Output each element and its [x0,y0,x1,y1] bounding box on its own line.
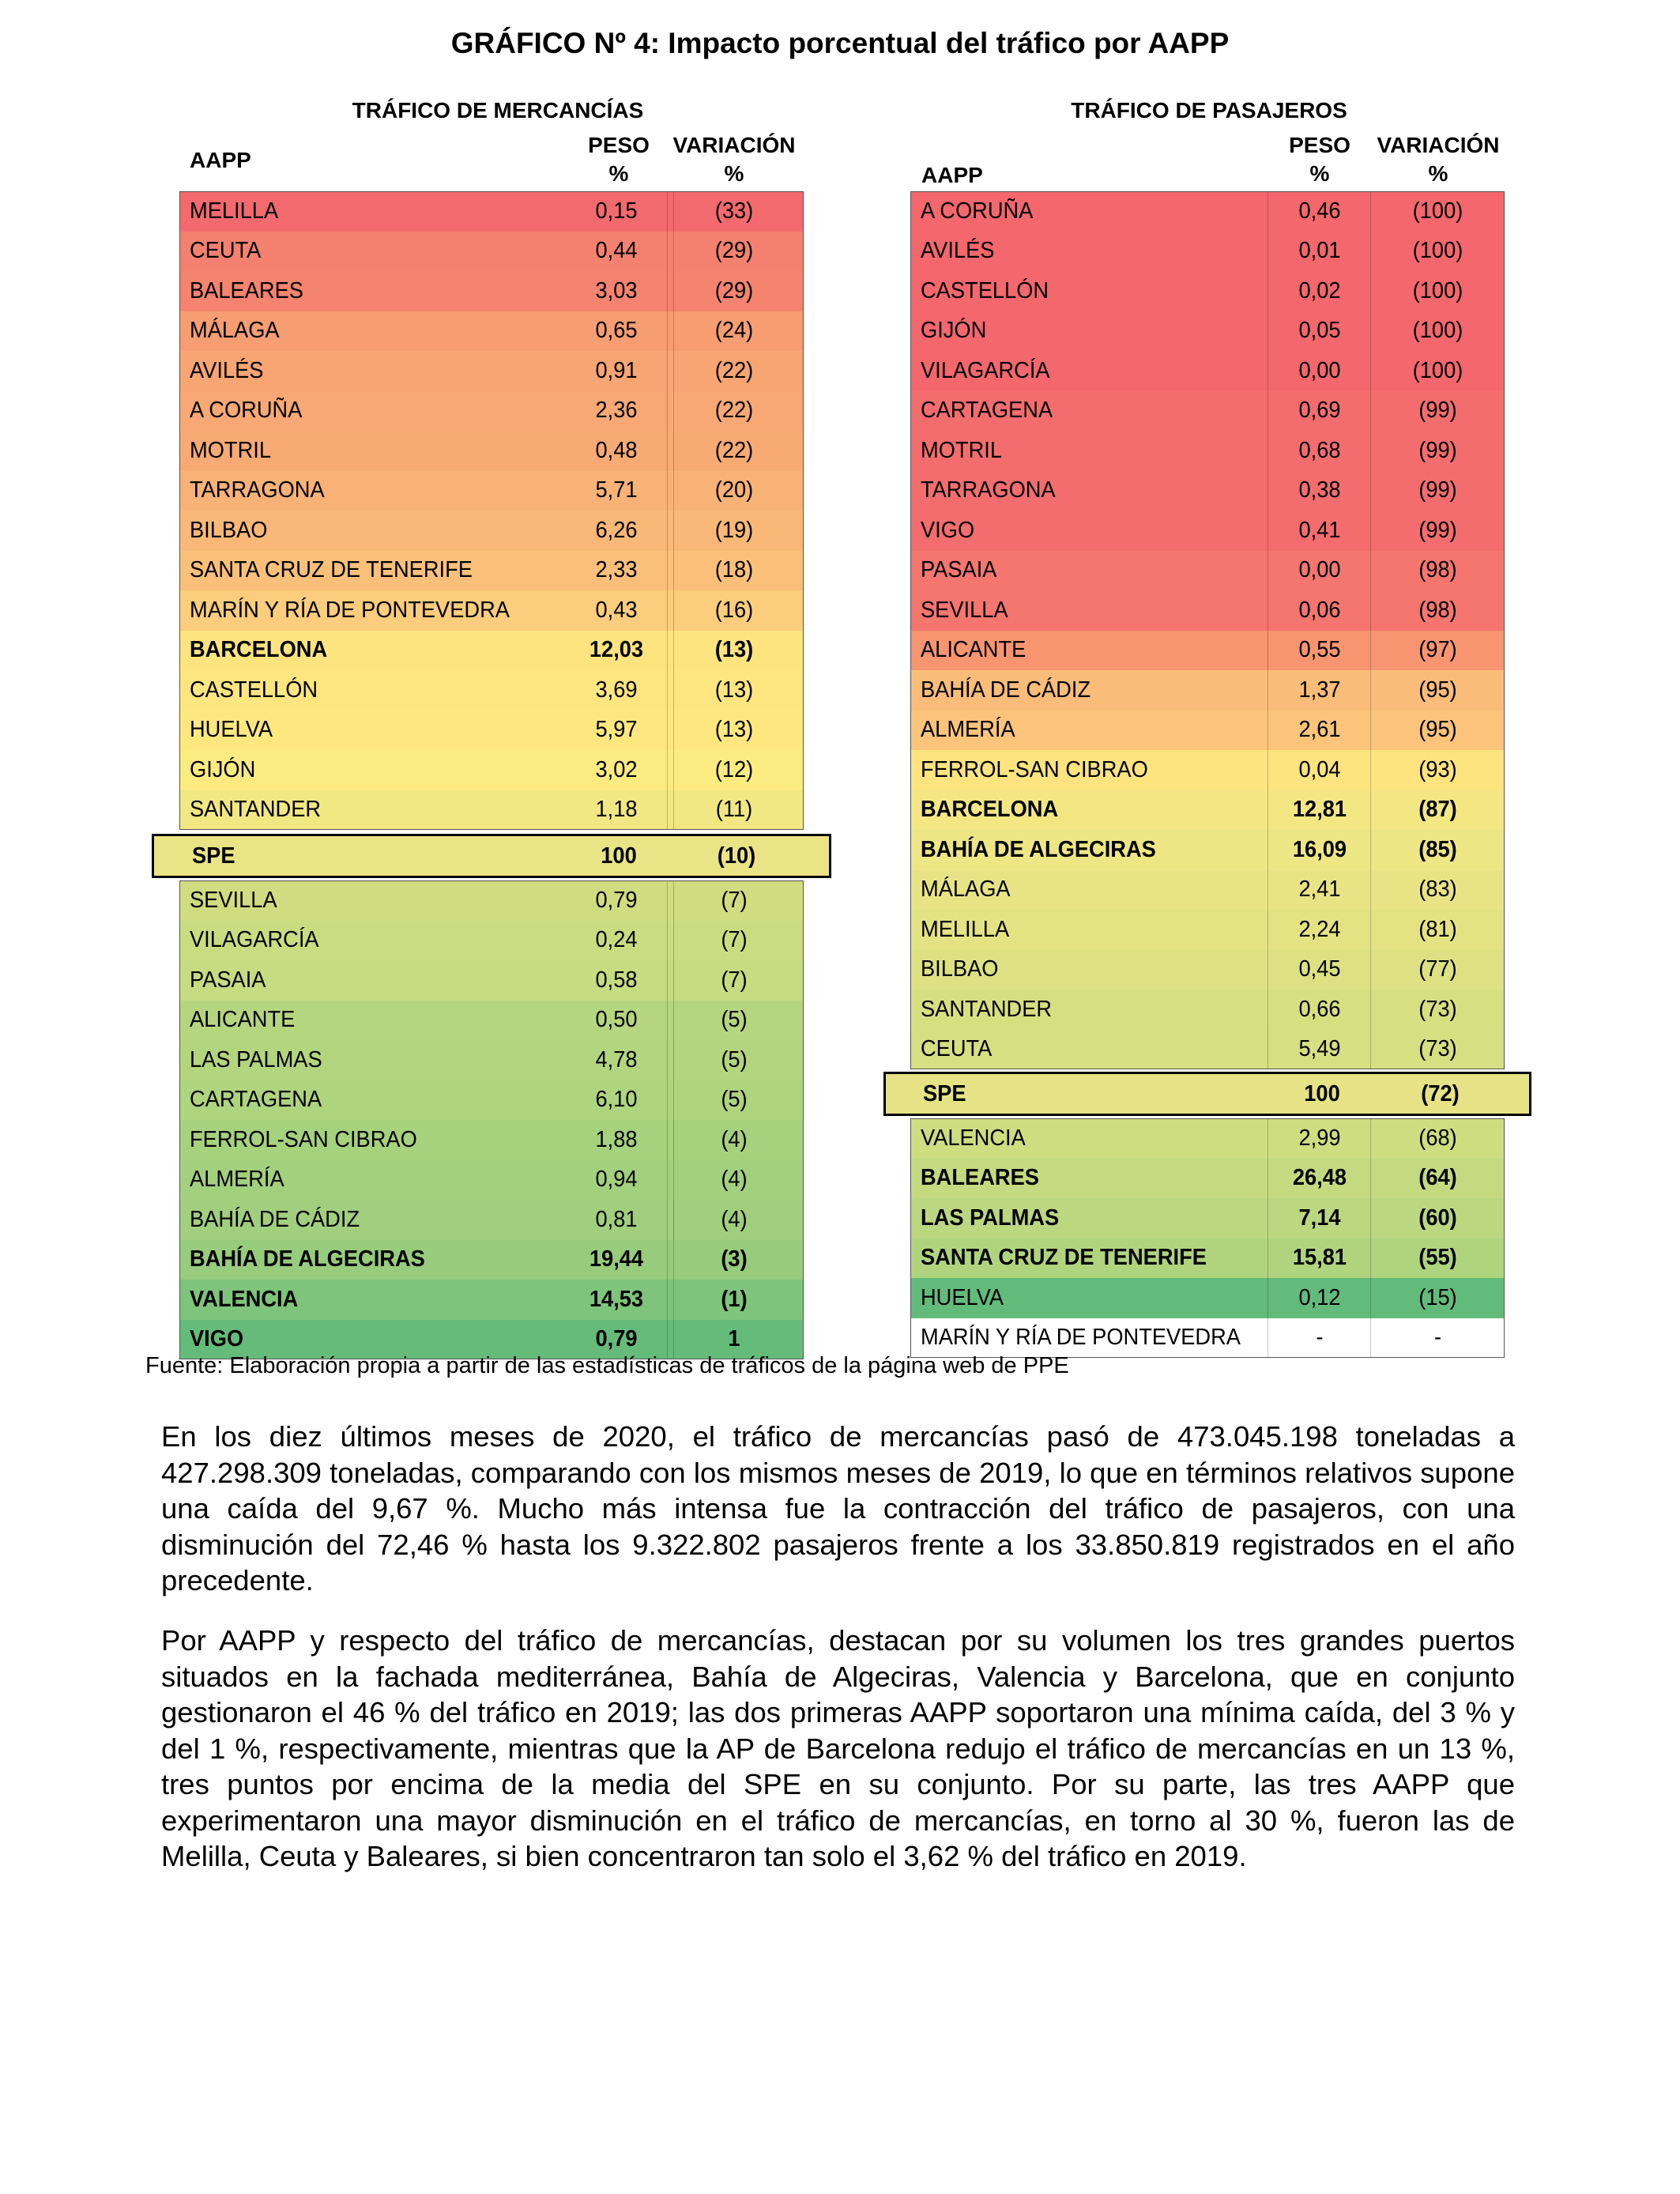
row-peso-value: 0,45 [1298,956,1341,982]
row-aapp-name: TARRAGONA [921,477,1056,503]
row-peso-value: 2,41 [1298,876,1341,903]
table-row [910,232,1505,272]
row-variacion-value: (60) [1418,1204,1457,1231]
row-aapp-name: FERROL-SAN CIBRAO [190,1126,417,1152]
row-aapp-name: MOTRIL [190,437,271,463]
row-aapp-name: CARTAGENA [190,1087,322,1113]
row-aapp-name: ALICANTE [190,1007,296,1033]
row-variacion-value: (24) [714,318,754,344]
source-note: Fuente: Elaboración propia a partir de las estadísticas de tráficos de la página web de PPE [145,1353,1069,1378]
table-row [910,1198,1505,1238]
row-peso-value: 0,79 [595,887,638,913]
row-variacion-value: (73) [1418,1036,1457,1062]
row-aapp-name: AVILÉS [921,238,995,264]
mercancias-col-var-line2: % [724,161,744,186]
row-variacion-value: (55) [1418,1245,1457,1271]
mercancias-col-peso-line1: PESO [588,133,650,157]
row-aapp-name: MARÍN Y RÍA DE PONTEVEDRA [921,1325,1241,1351]
row-aapp-name: A CORUÑA [921,198,1034,224]
table-row [179,921,804,961]
row-aapp-name: CASTELLÓN [921,277,1049,303]
pasajeros-col-aapp: AAPP [921,163,983,187]
table-row [179,750,804,790]
column-divider [667,191,668,830]
row-aapp-name: MARÍN Y RÍA DE PONTEVEDRA [190,597,510,623]
row-aapp-name: SANTA CRUZ DE TENERIFE [921,1245,1207,1271]
row-variacion-value: (13) [714,677,754,703]
row-peso-value: 0,94 [595,1167,638,1193]
row-aapp-name: BALEARES [921,1165,1039,1191]
row-peso-value: 0,69 [1298,398,1341,424]
mercancias-col-peso-line2: % [608,161,629,186]
row-peso-value: 0,55 [1298,637,1341,663]
table-row [179,471,804,511]
row-aapp-name: BAHÍA DE ALGECIRAS [190,1246,425,1272]
table-row [910,351,1505,391]
table-row [910,1159,1505,1199]
table-row [152,834,831,878]
row-variacion-value: 1 [728,1326,740,1352]
table-row [910,1030,1505,1070]
mercancias-caption: TRÁFICO DE MERCANCÍAS [352,98,644,123]
row-peso-value: 2,24 [1298,916,1341,942]
row-aapp-name: SEVILLA [190,887,277,913]
row-variacion-value: (11) [715,797,753,823]
row-peso-value: 12,03 [589,637,644,663]
table-row [910,511,1505,551]
row-peso-value: 5,97 [595,717,638,743]
row-aapp-name: TARRAGONA [190,477,325,503]
row-variacion-value: (97) [1418,637,1457,663]
row-variacion-value: (87) [1418,797,1457,823]
mercancias-col-peso [571,131,666,188]
row-variacion-value: (7) [721,927,748,953]
column-divider [1370,191,1371,1069]
table-row [179,511,804,551]
row-peso-value: 14,53 [589,1286,644,1312]
row-peso-value: 19,44 [589,1246,644,1272]
row-peso-value: 6,10 [595,1087,638,1113]
row-peso-value: 0,81 [595,1206,638,1232]
pasajeros-col-peso-line2: % [1309,161,1330,186]
row-peso-value: 15,81 [1292,1245,1347,1271]
row-aapp-name: VIGO [921,517,975,543]
table-row [179,232,804,272]
row-aapp-name: AVILÉS [190,357,264,383]
row-peso-value: 12,81 [1292,797,1347,823]
table-row [910,870,1505,910]
row-variacion-value: (33) [714,198,754,224]
pasajeros-col-var-line2: % [1428,161,1448,186]
row-variacion-value: (19) [714,517,754,543]
row-variacion-value: (72) [1421,1080,1460,1106]
row-peso-value: 2,33 [595,557,638,583]
row-aapp-name: BILBAO [190,517,268,543]
table-row [179,551,804,591]
row-variacion-value: (1) [721,1286,748,1312]
table-row [179,191,804,232]
row-variacion-value: (100) [1412,198,1463,224]
row-aapp-name: PASAIA [921,557,997,583]
table-row [910,1318,1505,1359]
table-row [179,311,804,352]
row-aapp-name: MELILLA [190,198,279,224]
table-row [910,551,1505,591]
row-variacion-value: (13) [714,717,754,743]
table-row [179,670,804,711]
table-row [910,471,1505,511]
row-variacion-value: (4) [721,1126,748,1152]
row-peso-value: 0,38 [1298,477,1341,503]
row-aapp-name: VALENCIA [921,1125,1026,1151]
column-divider [667,880,668,1359]
row-aapp-name: SPE [923,1080,966,1106]
row-variacion-value: (83) [1418,876,1457,903]
table-row [179,631,804,671]
mercancias-col-variacion [670,131,798,188]
table-row [179,1200,804,1240]
row-peso-value: 3,69 [595,677,638,703]
table-row [910,431,1505,471]
row-variacion-value: (7) [721,887,748,913]
table-row [910,1118,1505,1159]
row-peso-value: 0,50 [595,1007,638,1033]
row-aapp-name: VILAGARCÍA [921,357,1050,383]
row-peso-value: 4,78 [595,1046,638,1072]
table-row [179,1160,804,1201]
table-row [910,1238,1505,1279]
row-aapp-name: VALENCIA [190,1286,299,1312]
row-peso-value: 26,48 [1292,1165,1347,1191]
pasajeros-col-peso-line1: PESO [1289,133,1350,157]
row-variacion-value: (5) [721,1087,748,1113]
row-aapp-name: ALMERÍA [921,717,1015,743]
table-row [179,271,804,311]
row-peso-value: 0,00 [1298,557,1341,583]
row-peso-value: 1,37 [1298,677,1341,703]
row-variacion-value: (29) [714,238,754,264]
row-aapp-name: FERROL-SAN CIBRAO [921,756,1148,782]
row-peso-value: 3,03 [595,277,638,303]
row-aapp-name: BARCELONA [190,637,328,663]
table-row [179,790,804,831]
row-peso-value: 0,02 [1298,277,1341,303]
row-variacion-value: (22) [714,398,754,424]
row-aapp-name: CARTAGENA [921,398,1053,424]
row-aapp-name: MOTRIL [921,437,1002,463]
row-peso-value: 0,91 [595,357,638,383]
pasajeros-col-peso [1272,131,1367,188]
row-variacion-value: (22) [714,437,754,463]
table-row [179,431,804,471]
row-peso-value: 0,06 [1298,597,1341,623]
mercancias-col-var-line1: VARIACIÓN [672,133,796,157]
row-variacion-value: (99) [1418,437,1457,463]
row-peso-value: 1,88 [595,1126,638,1152]
row-aapp-name: BAHÍA DE CÁDIZ [190,1206,360,1232]
table-row [910,1278,1505,1318]
table-row [179,351,804,391]
table-row [910,271,1505,311]
row-variacion-value: (16) [714,597,754,623]
table-row [179,590,804,631]
table-row [910,191,1505,232]
table-row [910,790,1505,831]
row-peso-value: 0,58 [595,967,638,993]
row-variacion-value: (100) [1412,357,1463,383]
row-variacion-value: (12) [714,756,754,782]
row-aapp-name: MÁLAGA [190,318,280,344]
row-variacion-value: (5) [721,1046,748,1072]
pasajeros-col-variacion [1371,131,1505,188]
row-peso-value: 5,49 [1298,1036,1341,1062]
table-row [883,1072,1531,1116]
table-row [179,1040,804,1080]
row-aapp-name: CEUTA [921,1036,993,1062]
row-variacion-value: (5) [721,1007,748,1033]
row-peso-value: 5,71 [595,477,638,503]
row-variacion-value: (99) [1418,517,1457,543]
row-variacion-value: (73) [1418,996,1457,1022]
row-peso-value: 0,41 [1298,517,1341,543]
row-peso-value: 6,26 [595,517,638,543]
row-variacion-value: (13) [714,637,754,663]
row-aapp-name: GIJÓN [921,318,987,344]
row-variacion-value: (77) [1418,956,1457,982]
table-row [910,590,1505,631]
table-row [910,990,1505,1030]
row-peso-value: 0,05 [1298,318,1341,344]
row-aapp-name: SANTANDER [190,797,322,823]
row-peso-value: 2,61 [1298,717,1341,743]
row-peso-value: 100 [1304,1080,1340,1106]
row-variacion-value: (4) [721,1167,748,1193]
row-aapp-name: SEVILLA [921,597,1008,623]
table-row [910,910,1505,950]
pasajeros-col-var-line1: VARIACIÓN [1377,133,1500,157]
paragraph-1: En los diez últimos meses de 2020, el tráfico de mercancías pasó de 473.045.198 toneladas a 427.298.309 toneladas, comparando con los mismos meses de 2019, lo que en términos relativos supone una caída del 9,67 %. Mucho más intensa fue la contracción del tráfico de pasajeros, con una disminución del 72,46 % hasta los 9.322.802 pasajeros frente a los 33.850.819 registrados en el año precedente. [161,1420,1515,1596]
pasajeros-caption: TRÁFICO DE PASAJEROS [1071,98,1347,123]
row-variacion-value: (85) [1418,836,1457,862]
table-row [910,391,1505,432]
row-variacion-value: (93) [1418,756,1457,782]
table-row [179,960,804,1001]
row-peso-value: 0,00 [1298,357,1341,383]
row-variacion-value: (64) [1418,1165,1457,1191]
row-peso-value: 2,36 [595,398,638,424]
row-aapp-name: LAS PALMAS [921,1204,1060,1231]
row-peso-value: 0,44 [595,238,638,264]
table-row [910,950,1505,990]
row-aapp-name: VIGO [190,1326,244,1352]
table-row [910,631,1505,671]
row-aapp-name: BAHÍA DE ALGECIRAS [921,836,1156,862]
row-aapp-name: LAS PALMAS [190,1046,322,1072]
row-aapp-name: SANTA CRUZ DE TENERIFE [190,557,473,583]
row-peso-value: 0,79 [595,1326,638,1352]
table-row [179,880,804,921]
row-variacion-value: (68) [1418,1125,1457,1151]
row-variacion-value: (95) [1418,717,1457,743]
row-variacion-value: (99) [1418,477,1457,503]
row-aapp-name: BALEARES [190,277,303,303]
row-peso-value: 0,24 [595,927,638,953]
row-variacion-value: (100) [1412,277,1463,303]
row-variacion-value: (3) [721,1246,748,1272]
column-divider [673,191,674,830]
row-peso-value: 0,15 [595,198,638,224]
row-aapp-name: A CORUÑA [190,398,303,424]
row-variacion-value: (20) [714,477,754,503]
table-row [179,1280,804,1320]
row-peso-value: 0,65 [595,318,638,344]
row-variacion-value: (10) [717,843,756,869]
table-row [910,311,1505,352]
row-aapp-name: BILBAO [921,956,999,982]
paragraph-2: Por AAPP y respecto del tráfico de mercancías, destacan por su volumen los tres grandes puertos situados en la fachada mediterránea, Bahía de Algeciras, Valencia y Barcelona, que en conjunto gestionaron el 46 % del tráfico en 2019; las dos primeras AAPP soportaron una mínima caída, del 3 % y del 1 %, respectivamente, mientras que la AP de Barcelona redujo el tráfico de mercancías en un 13 %, tres puntos por encima de la media del SPE en su conjunto. Por su parte, las tres AAPP que experimentaron una mayor disminución en el tráfico de mercancías, en torno al 30 %, fueron las de Melilla, Ceuta y Baleares, si bien concentraron tan solo el 3,62 % del tráfico en 2019. [161,1624,1515,1872]
table-row [910,711,1505,751]
row-aapp-name: HUELVA [921,1284,1004,1310]
row-aapp-name: MELILLA [921,916,1010,942]
page-title: GRÁFICO Nº 4: Impacto porcentual del tráfico por AAPP [450,27,1230,59]
table-row [179,1080,804,1121]
row-peso-value: 0,48 [595,437,638,463]
row-aapp-name: SANTANDER [921,996,1053,1022]
row-aapp-name: ALMERÍA [190,1167,284,1193]
row-peso-value: 2,99 [1298,1125,1341,1151]
table-row [179,1240,804,1280]
row-peso-value: 100 [601,843,637,869]
row-aapp-name: PASAIA [190,967,266,993]
row-peso-value: - [1316,1325,1324,1351]
row-aapp-name: ALICANTE [921,637,1026,663]
row-variacion-value: (100) [1412,238,1463,264]
mercancias-col-aapp: AAPP [190,148,251,172]
column-divider [1370,1118,1371,1358]
table-row [179,391,804,432]
row-aapp-name: VILAGARCÍA [190,927,319,953]
row-peso-value: 16,09 [1292,836,1347,862]
row-variacion-value: (15) [1418,1284,1457,1310]
row-peso-value: 3,02 [595,756,638,782]
table-row [179,1001,804,1041]
column-divider [673,880,674,1359]
row-variacion-value: (98) [1418,597,1457,623]
row-peso-value: 1,18 [595,797,638,823]
row-variacion-value: (4) [721,1206,748,1232]
row-peso-value: 0,46 [1298,198,1341,224]
row-aapp-name: HUELVA [190,717,273,743]
row-aapp-name: CASTELLÓN [190,677,318,703]
row-variacion-value: - [1433,1325,1442,1351]
row-variacion-value: (98) [1418,557,1457,583]
row-variacion-value: (18) [714,557,754,583]
row-peso-value: 0,68 [1298,437,1341,463]
row-variacion-value: (95) [1418,677,1457,703]
table-row [179,711,804,751]
row-variacion-value: (29) [714,277,754,303]
row-peso-value: 0,66 [1298,996,1341,1022]
row-variacion-value: (7) [721,967,748,993]
row-peso-value: 0,12 [1298,1284,1341,1310]
row-aapp-name: BAHÍA DE CÁDIZ [921,677,1091,703]
table-row [179,1120,804,1160]
row-peso-value: 0,43 [595,597,638,623]
row-variacion-value: (22) [714,357,754,383]
row-aapp-name: SPE [192,843,235,869]
table-row [910,670,1505,711]
row-peso-value: 0,01 [1298,238,1341,264]
table-row [910,750,1505,790]
row-variacion-value: (81) [1418,916,1457,942]
row-aapp-name: GIJÓN [190,756,256,782]
row-peso-value: 7,14 [1298,1204,1341,1231]
table-row [910,830,1505,870]
row-variacion-value: (100) [1412,318,1463,344]
row-aapp-name: BARCELONA [921,797,1059,823]
row-aapp-name: MÁLAGA [921,876,1011,903]
row-variacion-value: (99) [1418,398,1457,424]
row-peso-value: 0,04 [1298,756,1341,782]
row-aapp-name: CEUTA [190,238,262,264]
